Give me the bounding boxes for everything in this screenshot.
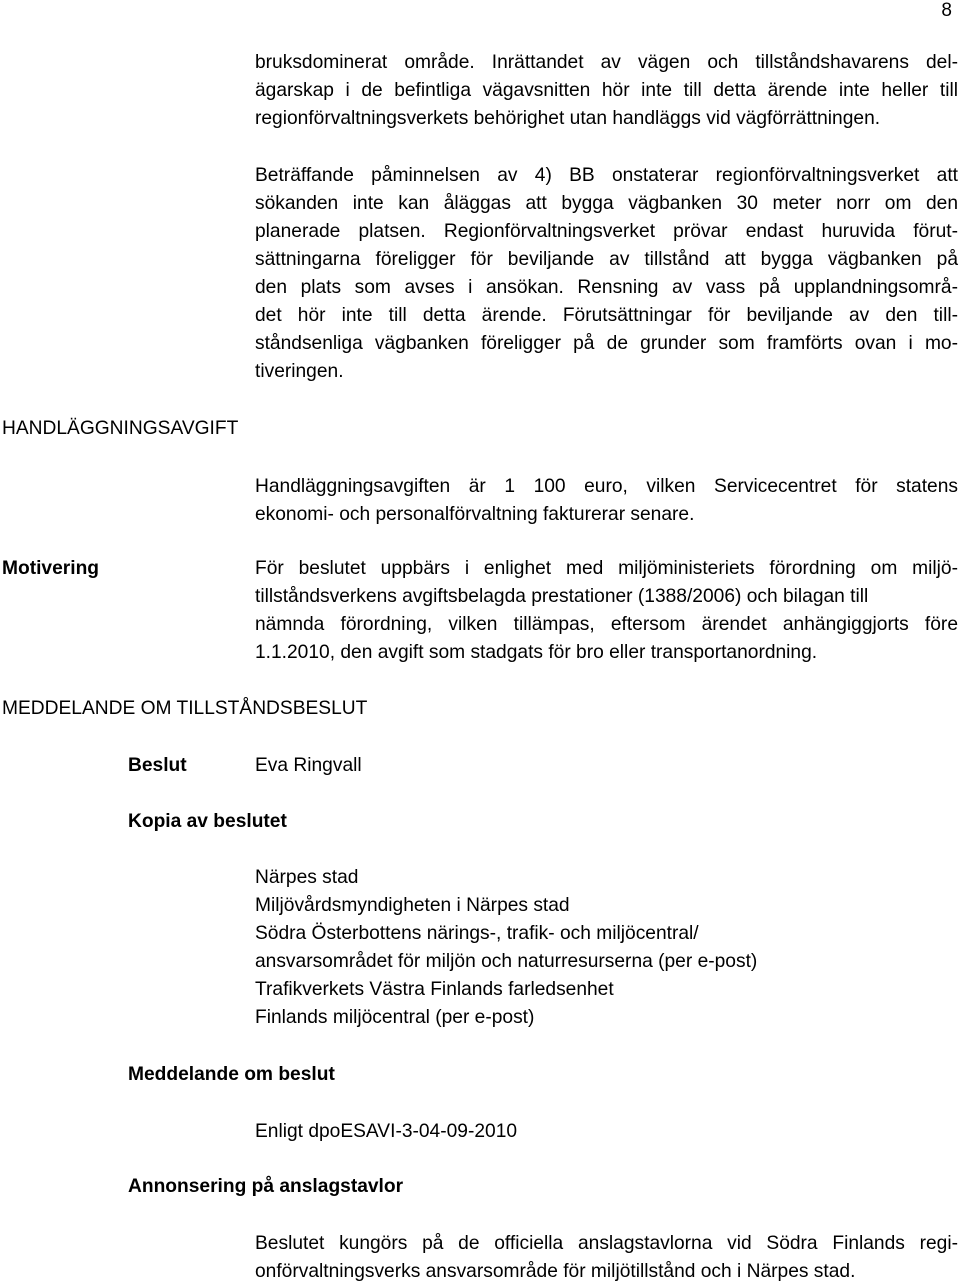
list-item: Trafikverkets Västra Finlands farledsenhet — [255, 979, 614, 1000]
text-line: bruksdominerat område. Inrättandet av vägen och tillståndshavarens del- — [255, 52, 958, 73]
text-line: sättningarna föreligger för beviljande av tillstånd att bygga vägbanken på — [255, 249, 958, 270]
text-line: Beslutet kungörs på de officiella anslagstavlorna vid Södra Finlands regi- — [255, 1233, 958, 1254]
text-line: Handläggningsavgiften är 1 100 euro, vilken Servicecentret för statens — [255, 476, 958, 497]
text-line: ägarskap i de befintliga vägavsnitten hör inte till detta ärende inte heller till — [255, 80, 958, 101]
text-line: planerade platsen. Regionförvaltningsverket prövar endast huruvida förut- — [255, 221, 958, 242]
page-number: 8 — [941, 0, 952, 21]
list-item: Miljövårdsmyndigheten i Närpes stad — [255, 895, 570, 916]
copy-label: Kopia av beslutet — [128, 811, 287, 832]
list-item: Närpes stad — [255, 867, 359, 888]
text-line: onförvaltningsverks ansvarsområde för miljötillstånd och i Närpes stad. — [255, 1261, 856, 1282]
posting-label: Annonsering på anslagstavlor — [128, 1176, 404, 1197]
decision-label: Beslut — [128, 755, 187, 776]
notice-text: Enligt dpoESAVI-3-04-09-2010 — [255, 1121, 518, 1142]
text-line: regionförvaltningsverkets behörighet utan handläggs vid vägförrättningen. — [255, 108, 881, 129]
motivering-label: Motivering — [2, 558, 100, 579]
list-item: Södra Österbottens närings-, trafik- och miljöcentral/ — [255, 923, 699, 944]
text-line: 1.1.2010, den avgift som stadgats för bro eller transportanordning. — [255, 642, 818, 663]
list-item: Finlands miljöcentral (per e-post) — [255, 1007, 535, 1028]
notice-heading: MEDDELANDE OM TILLSTÅNDSBESLUT — [2, 698, 368, 719]
text-line: tillståndsverkens avgiftsbelagda prestationer (1388/2006) och bilagan till — [255, 586, 869, 607]
decision-recipient: Eva Ringvall — [255, 755, 362, 776]
list-item: ansvarsområdet för miljön och naturresurserna (per e-post) — [255, 951, 758, 972]
notice-label: Meddelande om beslut — [128, 1064, 335, 1085]
text-line: ståndsenliga vägbanken föreligger på de grunder som framförts ovan i mo- — [255, 333, 958, 354]
text-line: ekonomi- och personalförvaltning fakturerar senare. — [255, 504, 695, 525]
fee-heading: HANDLÄGGNINGSAVGIFT — [2, 418, 239, 439]
text-line: För beslutet uppbärs i enlighet med miljöministeriets förordning om miljö- — [255, 558, 958, 579]
text-line: tiveringen. — [255, 361, 344, 382]
text-line: nämnda förordning, vilken tillämpas, eftersom ärendet anhängiggjorts före — [255, 614, 958, 635]
text-line: sökanden inte kan åläggas att bygga vägbanken 30 meter norr om den — [255, 193, 958, 214]
text-line: den plats som avses i ansökan. Rensning av vass på upplandningsområ- — [255, 277, 958, 298]
text-line: det hör inte till detta ärende. Förutsättningar för beviljande av den till- — [255, 305, 958, 326]
text-line: Beträffande påminnelsen av 4) BB onstaterar regionförvaltningsverket att — [255, 165, 958, 186]
